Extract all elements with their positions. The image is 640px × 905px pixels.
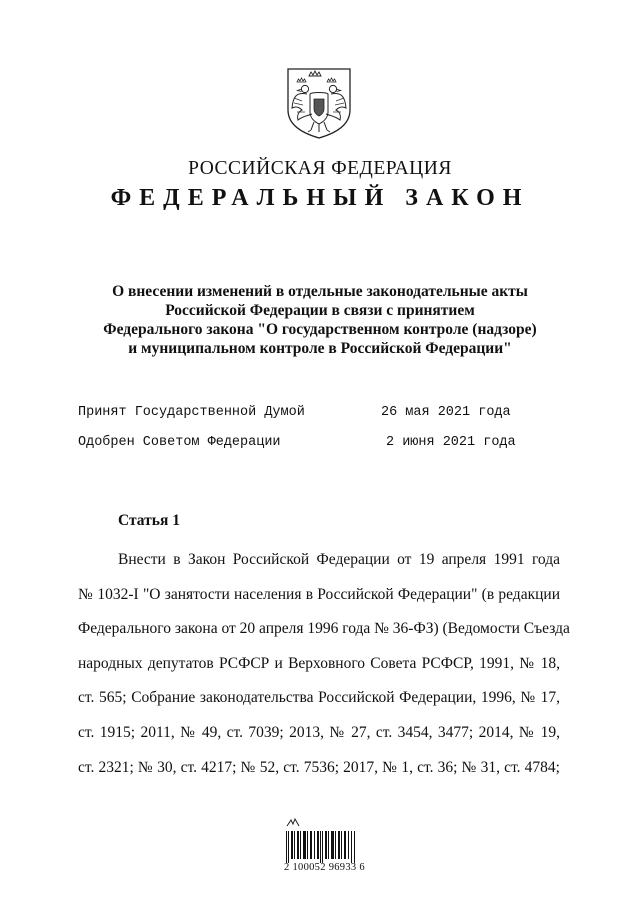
law-title-line: Российской Федерации в связи с принятием	[165, 302, 475, 319]
adoption-date: 26 мая 2021 года	[381, 405, 511, 420]
article-body-line: ст. 565; Собрание законодательства Российской Федерации, 1996, № 17,	[78, 689, 560, 707]
adoption-row-federation-council	[0, 435, 640, 455]
barcode-mark-icon	[286, 818, 300, 830]
document-type-heading: ФЕДЕРАЛЬНЫЙ ЗАКОН	[110, 185, 530, 211]
adoption-row-duma	[0, 405, 640, 425]
article-body-line: ст. 1915; 2011, № 49, ст. 7039; 2013, № 27, ст. 3454, 3477; 2014, № 19,	[78, 723, 560, 741]
law-title-line: Федерального закона "О государственном контроле (надзоре)	[103, 321, 537, 338]
adoption-label: Принят Государственной Думой	[78, 405, 305, 420]
article-heading: Статья 1	[118, 512, 180, 529]
coat-of-arms-icon	[285, 66, 353, 140]
adoption-label: Одобрен Советом Федерации	[78, 435, 281, 450]
article-body	[78, 543, 570, 785]
article-body-line: № 1032-I "О занятости населения в Российской Федерации" (в редакции	[78, 585, 560, 603]
country-name: РОССИЙСКАЯ ФЕДЕРАЦИЯ	[188, 158, 452, 179]
barcode-number: 2 100052 96933 6	[284, 862, 365, 873]
article-body-line: ст. 2321; № 30, ст. 4217; № 52, ст. 7536; 2017, № 1, ст. 36; № 31, ст. 4784;	[78, 758, 560, 776]
article-body-line: народных депутатов РСФСР и Верховного Совета РСФСР, 1991, № 18,	[78, 654, 560, 672]
adoption-date: 2 июня 2021 года	[386, 435, 516, 450]
article-body-line: Федерального закона от 20 апреля 1996 года № 36-ФЗ) (Ведомости Съезда	[78, 620, 570, 638]
law-title-line: и муниципальном контроле в Российской Федерации"	[128, 340, 512, 357]
article-body-line: Внести в Закон Российской Федерации от 19 апреля 1991 года	[118, 551, 560, 568]
barcode	[284, 818, 368, 880]
barcode-icon	[286, 831, 356, 863]
law-title	[60, 282, 580, 358]
law-title-line: О внесении изменений в отдельные законодательные акты	[112, 283, 528, 300]
